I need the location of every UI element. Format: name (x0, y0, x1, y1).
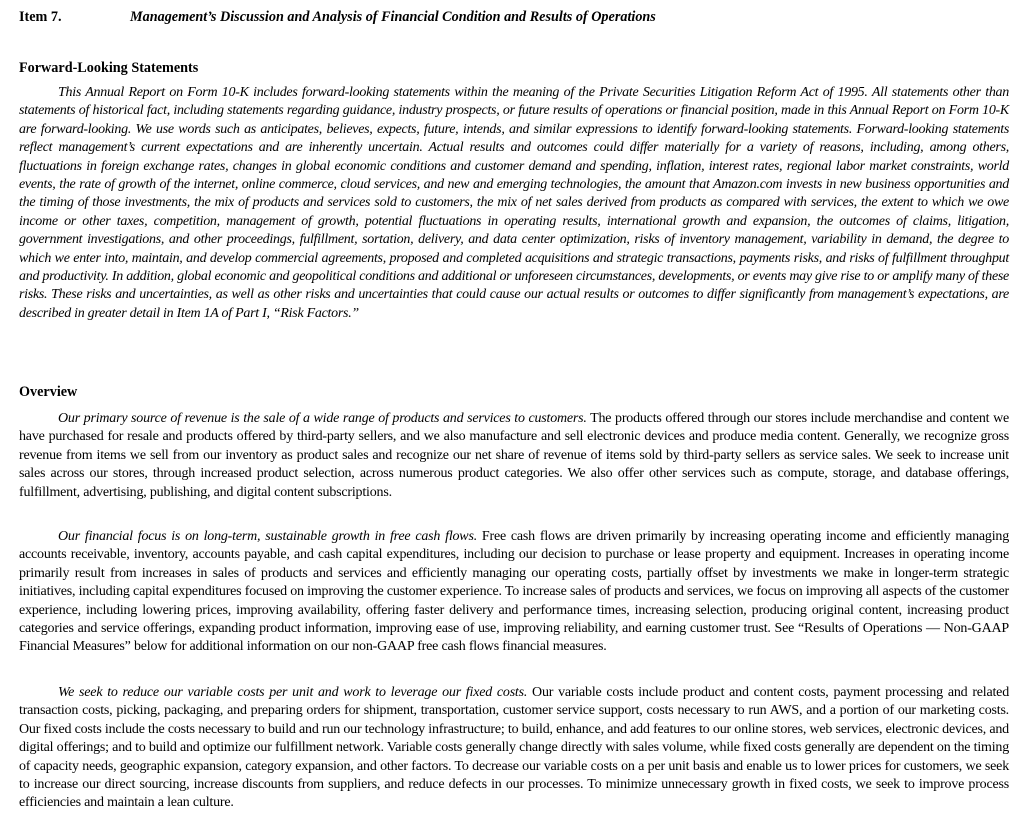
overview-paragraph-financial-focus (19, 528, 1009, 657)
item-number: Item 7. (19, 9, 62, 25)
item-header (19, 8, 1014, 28)
paragraph-body: Our variable costs include product and content costs, payment processing and related transaction costs, picking, packaging, and preparing orders for shipment, transportation, customer service support, costs necessary to run AWS, and a portion of our marketing costs. Our fixed costs include the costs necessary to build and run our technology infrastructure; to build, enhance, and add features to our online stores, web services, electronic devices, and digital offerings; and to build and optimize our fulfillment network. Variable costs generally change directly with sales volume, while fixed costs generally are dependent on the timing of capacity needs, geographic expansion, category expansion, and other factors. To decrease our variable costs on a per unit basis and enable us to lower prices for customers, we seek to increase our direct sourcing, increase discounts from suppliers, and reduce defects in our processes. To minimize unnecessary growth in fixed costs, we seek to improve process efficiencies and maintain a lean culture. (19, 685, 1009, 811)
paragraph-lead: Our financial focus is on long-term, sustainable growth in free cash flows. (58, 529, 477, 544)
forward-looking-paragraph: This Annual Report on Form 10-K includes forward-looking statements within the meaning of the Private Securities Litigation Reform Act of 1995. All statements other than statements of historical fact, including statements regarding guidance, industry prospects, or future results of operations or financial position, made in this Annual Report on Form 10-K are forward-looking. We use words such as anticipates, believes, expects, future, intends, and similar expressions to identify forward-looking statements. Forward-looking statements reflect management’s current expectations and are inherently uncertain. Actual results and outcomes could differ materially for a variety of reasons, including, among others, fluctuations in foreign exchange rates, changes in global economic conditions and customer demand and spending, inflation, interest rates, regional labor market constraints, world events, the rate of growth of the internet, online commerce, cloud services, and new and emerging technologies, the amount that Amazon.com invests in new business opportunities and the timing of those investments, the mix of products and services sold to customers, the mix of net sales derived from products as compared with services, the extent to which we owe income or other taxes, competition, management of growth, potential fluctuations in operating results, international growth and expansion, the outcomes of claims, litigation, government investigations, and other proceedings, fulfillment, sortation, delivery, and data center optimization, risks of inventory management, variability in demand, the degree to which we enter into, maintain, and develop commercial agreements, proposed and completed acquisitions and strategic transactions, payments risks, and risks of fulfillment throughput and productivity. In addition, global economic and geopolitical conditions and additional or unforeseen circumstances, developments, or events may give rise to or amplify many of these risks. These risks and uncertainties, as well as other risks and uncertainties that could cause our actual results or outcomes to differ significantly from management’s expectations, are described in greater detail in Item 1A of Part I, “Risk Factors.” (19, 85, 1009, 321)
item-title: Management’s Discussion and Analysis of Financial Condition and Results of Operations (130, 9, 656, 25)
paragraph-lead: Our primary source of revenue is the sale of a wide range of products and services to customers. (58, 411, 587, 426)
paragraph-body: The products offered through our stores include merchandise and content we have purchased for resale and products offered by third-party sellers, and we also manufacture and sell electronic devices and produce media content. Generally, we recognize gross revenue from items we sell from our inventory as product sales and recognize our net share of revenue of items sold by third-party sellers as service sales. We seek to increase unit sales across our stores, through increased product selection, across numerous product categories. We also offer other services such as compute, storage, and database offerings, fulfillment, advertising, publishing, and digital content subscriptions. (19, 411, 1009, 500)
overview-paragraph-revenue (19, 410, 1009, 502)
overview-heading: Overview (19, 384, 78, 400)
paragraph-body: Free cash flows are driven primarily by increasing operating income and efficiently managing accounts receivable, inventory, accounts payable, and cash capital expenditures, including our decision to purchase or lease property and equipment. Increases in operating income primarily result from increases in sales of products and services and efficiently managing our operating costs, partially offset by investments we make in longer-term strategic initiatives, including capital expenditures focused on improving the customer experience. To increase sales of products and services, we focus on improving all aspects of the customer experience, including lowering prices, improving availability, offering faster delivery and performance times, increasing selection, producing original content, increasing product categories and service offerings, expanding product information, improving ease of use, improving reliability, and earning customer trust. See “Results of Operations — Non-GAAP Financial Measures” below for additional information on our non-GAAP free cash flows financial measures. (19, 529, 1010, 655)
forward-looking-heading: Forward-Looking Statements (19, 60, 199, 76)
paragraph-lead: We seek to reduce our variable costs per unit and work to leverage our fixed costs. (58, 685, 528, 700)
overview-paragraph-costs (19, 684, 1009, 813)
